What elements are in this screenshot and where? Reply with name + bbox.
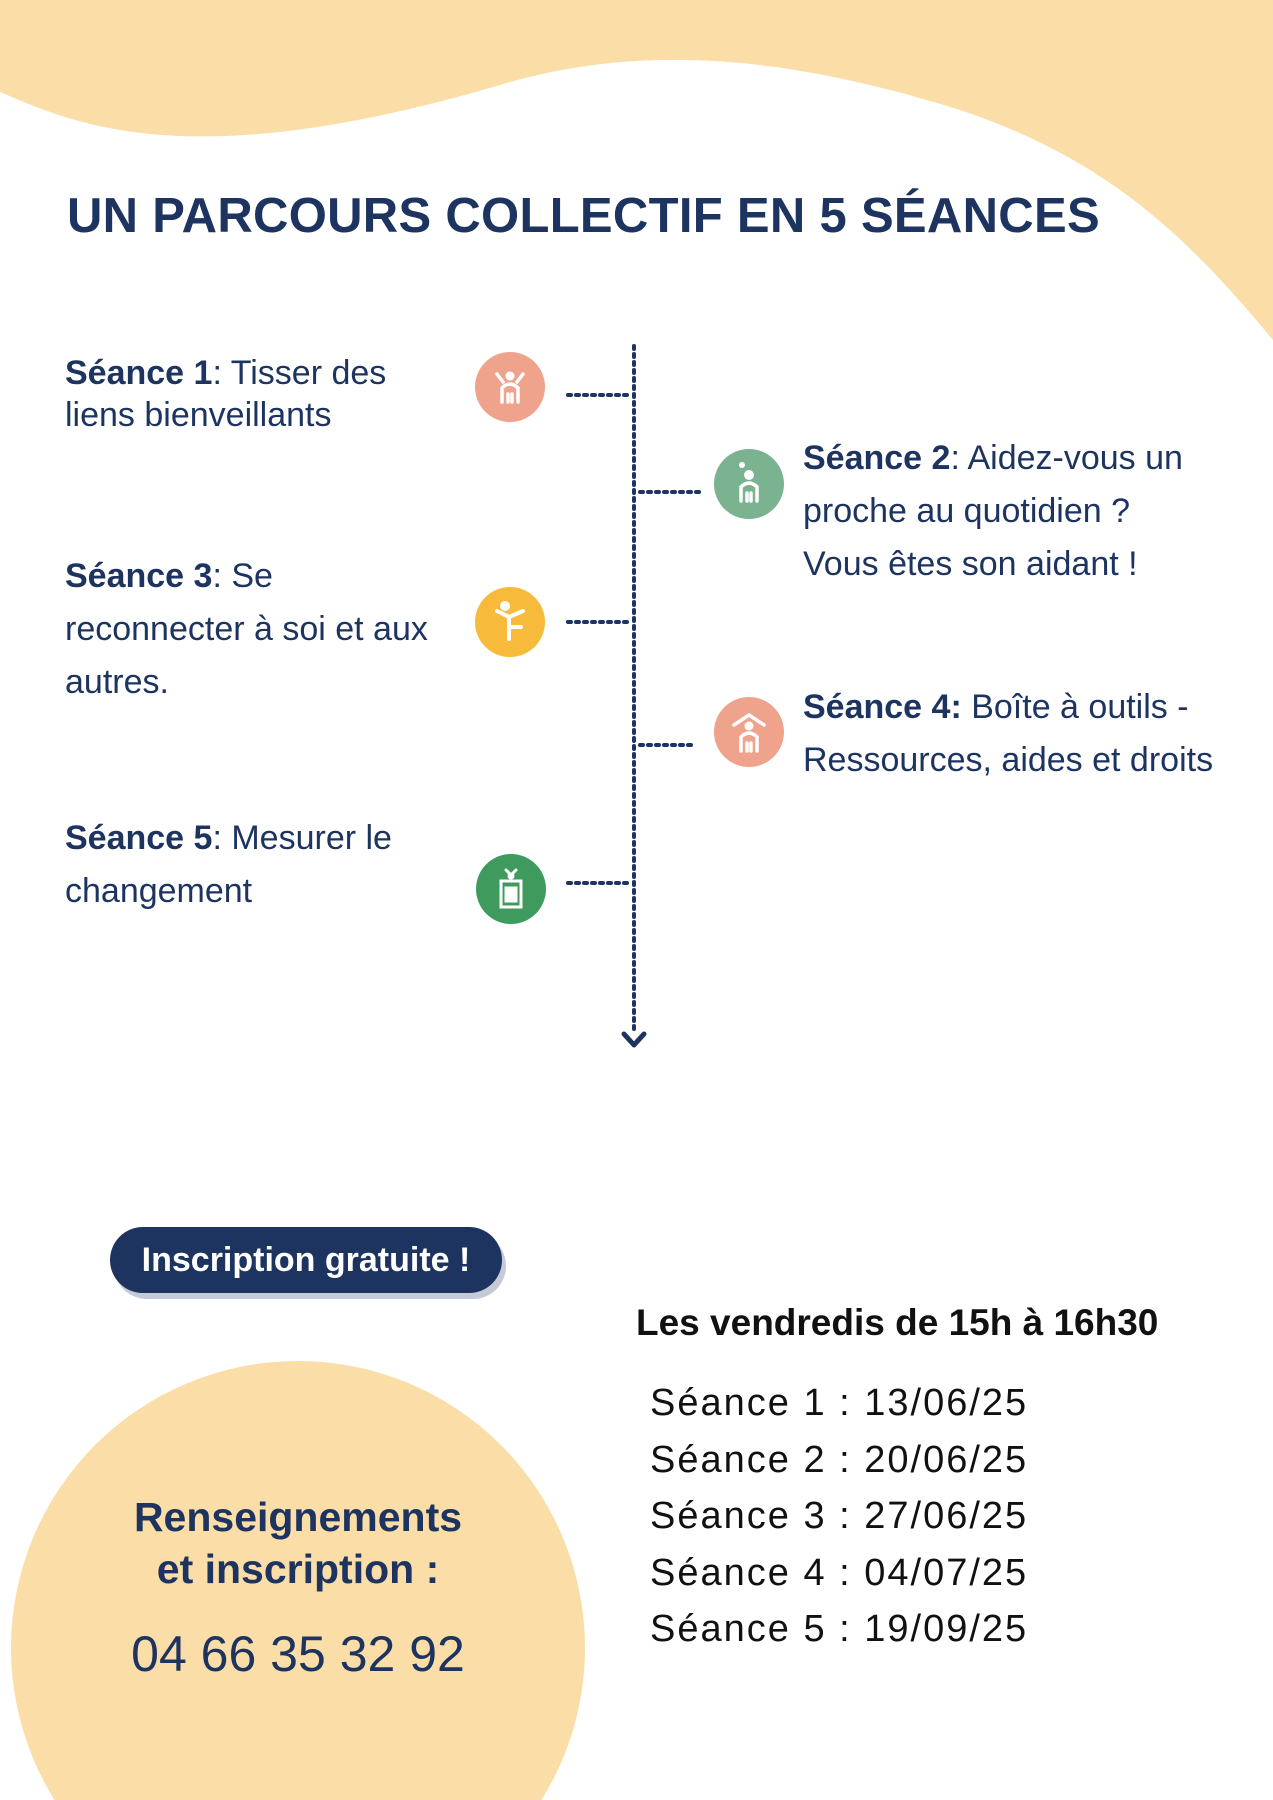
schedule-item: Séance 5 : 19/09/25 <box>650 1608 1029 1650</box>
session-1-label: Séance 1 <box>65 354 213 392</box>
session-2: Séance 2: Aidez-vous un proche au quotidien ? Vous êtes son aidant ! <box>803 439 1183 583</box>
caring-person-icon <box>714 449 784 519</box>
contact-title-line-1: Renseignements <box>133 1494 463 1540</box>
measure-box-icon <box>476 854 546 924</box>
contact-title-line-2: et inscription : <box>156 1546 440 1592</box>
session-2-text-c: Vous êtes son aidant ! <box>803 545 1138 583</box>
session-3-text-b: reconnecter à soi et aux <box>65 610 428 648</box>
session-4-text-b: Ressources, aides et droits <box>803 741 1214 779</box>
schedule-item: Séance 2 : 20/06/25 <box>650 1438 1029 1481</box>
session-1-text-a: Tisser des <box>230 354 387 392</box>
session-5-text-a: Mesurer le <box>231 819 392 857</box>
session-4 <box>803 681 1213 787</box>
session-1-text-b: liens bienveillants <box>65 396 332 434</box>
session-1: Séance 1: Tisser des liens bienveillants <box>65 354 387 434</box>
contact-title <box>105 1491 491 1595</box>
schedule-item: Séance 1 : 13/06/25 <box>650 1382 1029 1424</box>
schedule-item: Séance 3 : 27/06/25 <box>650 1495 1029 1537</box>
timeline-arrow-icon <box>624 1034 644 1045</box>
schedule-list <box>650 1375 1028 1658</box>
session-2-text-a: Aidez-vous un <box>967 439 1183 477</box>
session-4-text-a: Boîte à outils - <box>971 688 1189 726</box>
session-2-label: Séance 2 <box>803 439 951 477</box>
session-3-label: Séance 3 <box>65 557 213 595</box>
person-with-tools-icon <box>714 697 784 767</box>
free-registration-badge: Inscription gratuite ! <box>110 1227 502 1293</box>
session-2-text-b: proche au quotidien ? <box>803 492 1131 530</box>
reaching-person-icon <box>475 587 545 657</box>
page-title: UN PARCOURS COLLECTIF EN 5 SÉANCES <box>67 189 1100 243</box>
schedule-item: Séance 4 : 04/07/25 <box>650 1551 1029 1594</box>
session-3: Séance 3: Se reconnecter à soi et aux autres. <box>65 557 428 701</box>
session-3-text-c: autres. <box>65 663 169 701</box>
session-3-text-a: Se <box>231 557 273 595</box>
schedule-heading: Les vendredis de 15h à 16h30 <box>636 1302 1159 1343</box>
phone-number: 04 66 35 32 92 <box>131 1626 465 1682</box>
session-5: Séance 5: Mesurer le changement <box>65 819 392 910</box>
session-4-label: Séance 4: <box>803 688 962 726</box>
hands-raised-person-icon <box>475 352 545 422</box>
session-5-label: Séance 5 <box>65 819 213 857</box>
session-5-text-b: changement <box>65 872 253 910</box>
